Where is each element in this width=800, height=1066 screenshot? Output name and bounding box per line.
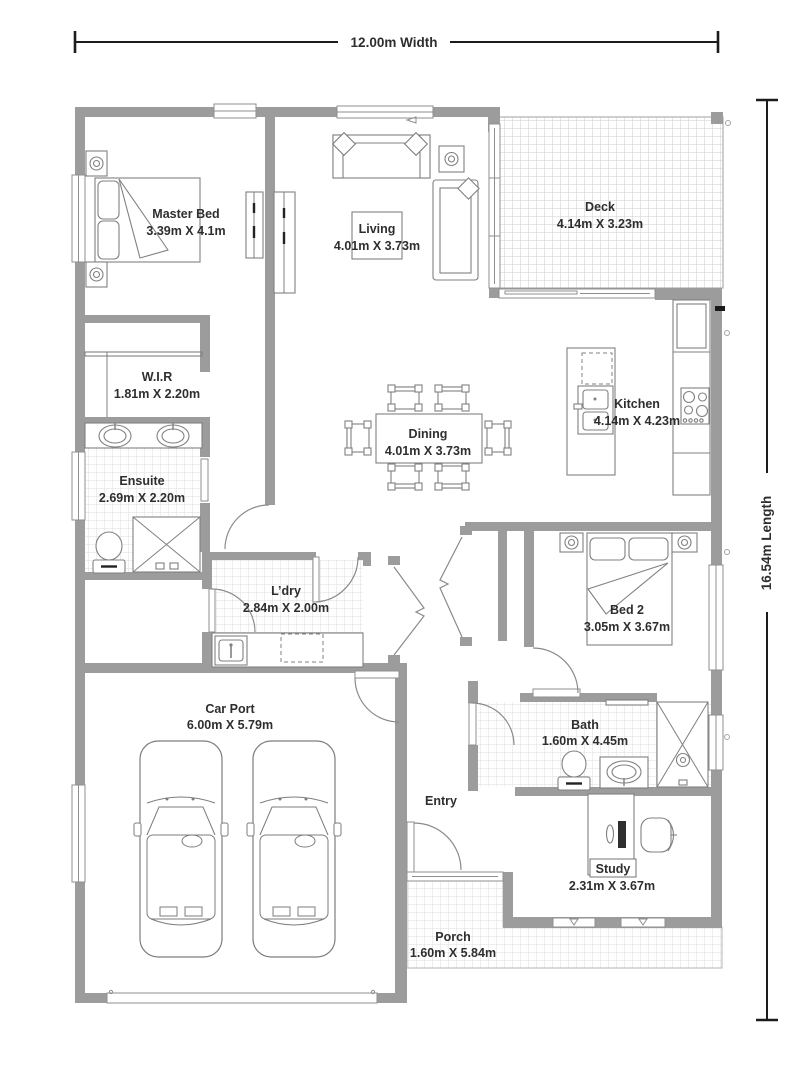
carport-dims: 6.00m X 5.79m bbox=[186, 718, 274, 732]
car-icon bbox=[134, 741, 228, 957]
room-carport bbox=[134, 741, 341, 957]
porch-label: Porch bbox=[435, 930, 471, 944]
ensuite-label: Ensuite bbox=[119, 474, 165, 488]
cooktop-icon bbox=[681, 388, 709, 424]
ensuite-dims: 2.69m X 2.20m bbox=[98, 491, 186, 505]
width-dimension-label: 12.00m Width bbox=[350, 35, 438, 50]
downpipe-icon bbox=[725, 735, 730, 740]
deck-side-slider-icon bbox=[489, 124, 500, 288]
shower-icon bbox=[657, 702, 708, 787]
dining-chair-icon bbox=[388, 385, 422, 411]
bath-vanity-icon bbox=[600, 757, 648, 788]
garage-opening-icon bbox=[107, 990, 377, 1003]
chaise-icon bbox=[433, 178, 479, 280]
study-label: Study bbox=[595, 862, 631, 876]
shower-icon bbox=[133, 517, 200, 572]
room-master-bed bbox=[86, 151, 295, 293]
room-wir bbox=[85, 352, 202, 417]
laundry-trough-icon bbox=[215, 636, 247, 665]
deck-label: Deck bbox=[585, 200, 615, 214]
wir-dims: 1.81m X 2.20m bbox=[113, 387, 201, 401]
towel-rail-icon bbox=[606, 700, 648, 705]
kitchen-label: Kitchen bbox=[614, 397, 660, 411]
deck-bottom-slider-icon bbox=[499, 289, 655, 298]
carport-door-icon bbox=[355, 671, 399, 722]
master-left-window-icon bbox=[72, 175, 85, 262]
office-chair-icon bbox=[641, 818, 677, 852]
side-table-lamp-icon bbox=[439, 146, 464, 172]
dining-chair-icon bbox=[435, 385, 469, 411]
toilet-icon bbox=[93, 532, 125, 573]
width-dimension bbox=[75, 31, 718, 53]
entry-threshold-icon bbox=[407, 872, 503, 881]
sofa-icon bbox=[333, 133, 430, 178]
wir-label: W.I.R bbox=[141, 370, 173, 384]
master-bed-dims: 3.39m X 4.1m bbox=[146, 224, 226, 238]
living-dims: 4.01m X 3.73m bbox=[333, 239, 421, 253]
bed2-door-icon bbox=[533, 648, 580, 697]
meter-tick-icon bbox=[715, 306, 725, 311]
bed2-label: Bed 2 bbox=[609, 603, 645, 617]
porch-dims: 1.60m X 5.84m bbox=[409, 946, 497, 960]
monitor-icon bbox=[618, 821, 626, 848]
bath-right-window-icon bbox=[709, 715, 723, 770]
ensuite-left-window-icon bbox=[72, 452, 85, 520]
hall-door-icon bbox=[225, 505, 269, 549]
room-laundry bbox=[212, 633, 363, 667]
living-top-window-icon bbox=[337, 106, 433, 123]
bifold-door-icon bbox=[394, 537, 462, 655]
living-label: Living bbox=[358, 222, 396, 236]
entry-label: Entry bbox=[425, 794, 457, 808]
study-dims: 2.31m X 3.67m bbox=[568, 879, 656, 893]
master-bed-label: Master Bed bbox=[152, 207, 220, 221]
laundry-label: L’dry bbox=[271, 584, 301, 598]
kitchen-island bbox=[567, 348, 615, 475]
length-dimension bbox=[756, 100, 778, 1020]
ensuite-door-leaf bbox=[201, 459, 208, 501]
bed2-right-window-icon bbox=[709, 565, 723, 670]
bed2-dims: 3.05m X 3.67m bbox=[583, 620, 671, 634]
wir-shelf-icon bbox=[85, 352, 202, 356]
kitchen-dims: 4.14m X 4.23m bbox=[593, 414, 681, 428]
washer-icon bbox=[281, 634, 323, 662]
dining-label: Dining bbox=[408, 427, 448, 441]
dining-chair-icon bbox=[345, 421, 371, 455]
downpipe-icon bbox=[726, 121, 731, 126]
deck-dims: 4.14m X 3.23m bbox=[556, 217, 644, 231]
downpipe-icon bbox=[725, 550, 730, 555]
car-icon bbox=[247, 741, 341, 957]
laundry-dims: 2.84m X 2.00m bbox=[242, 601, 330, 615]
dining-chair-icon bbox=[435, 464, 469, 490]
master-top-window-icon bbox=[214, 104, 256, 118]
downpipe-icon bbox=[725, 331, 730, 336]
entry-door-icon bbox=[407, 822, 461, 872]
carport-left-window-icon bbox=[72, 785, 85, 882]
carport-label: Car Port bbox=[205, 702, 255, 716]
length-dimension-label: 16.54m Length bbox=[759, 495, 774, 591]
vanity-icon bbox=[85, 423, 202, 448]
bath-label: Bath bbox=[571, 718, 599, 732]
dining-chair-icon bbox=[485, 421, 511, 455]
bath-dims: 1.60m X 4.45m bbox=[541, 734, 629, 748]
dining-chair-icon bbox=[388, 464, 422, 490]
dining-dims: 4.01m X 3.73m bbox=[384, 444, 472, 458]
